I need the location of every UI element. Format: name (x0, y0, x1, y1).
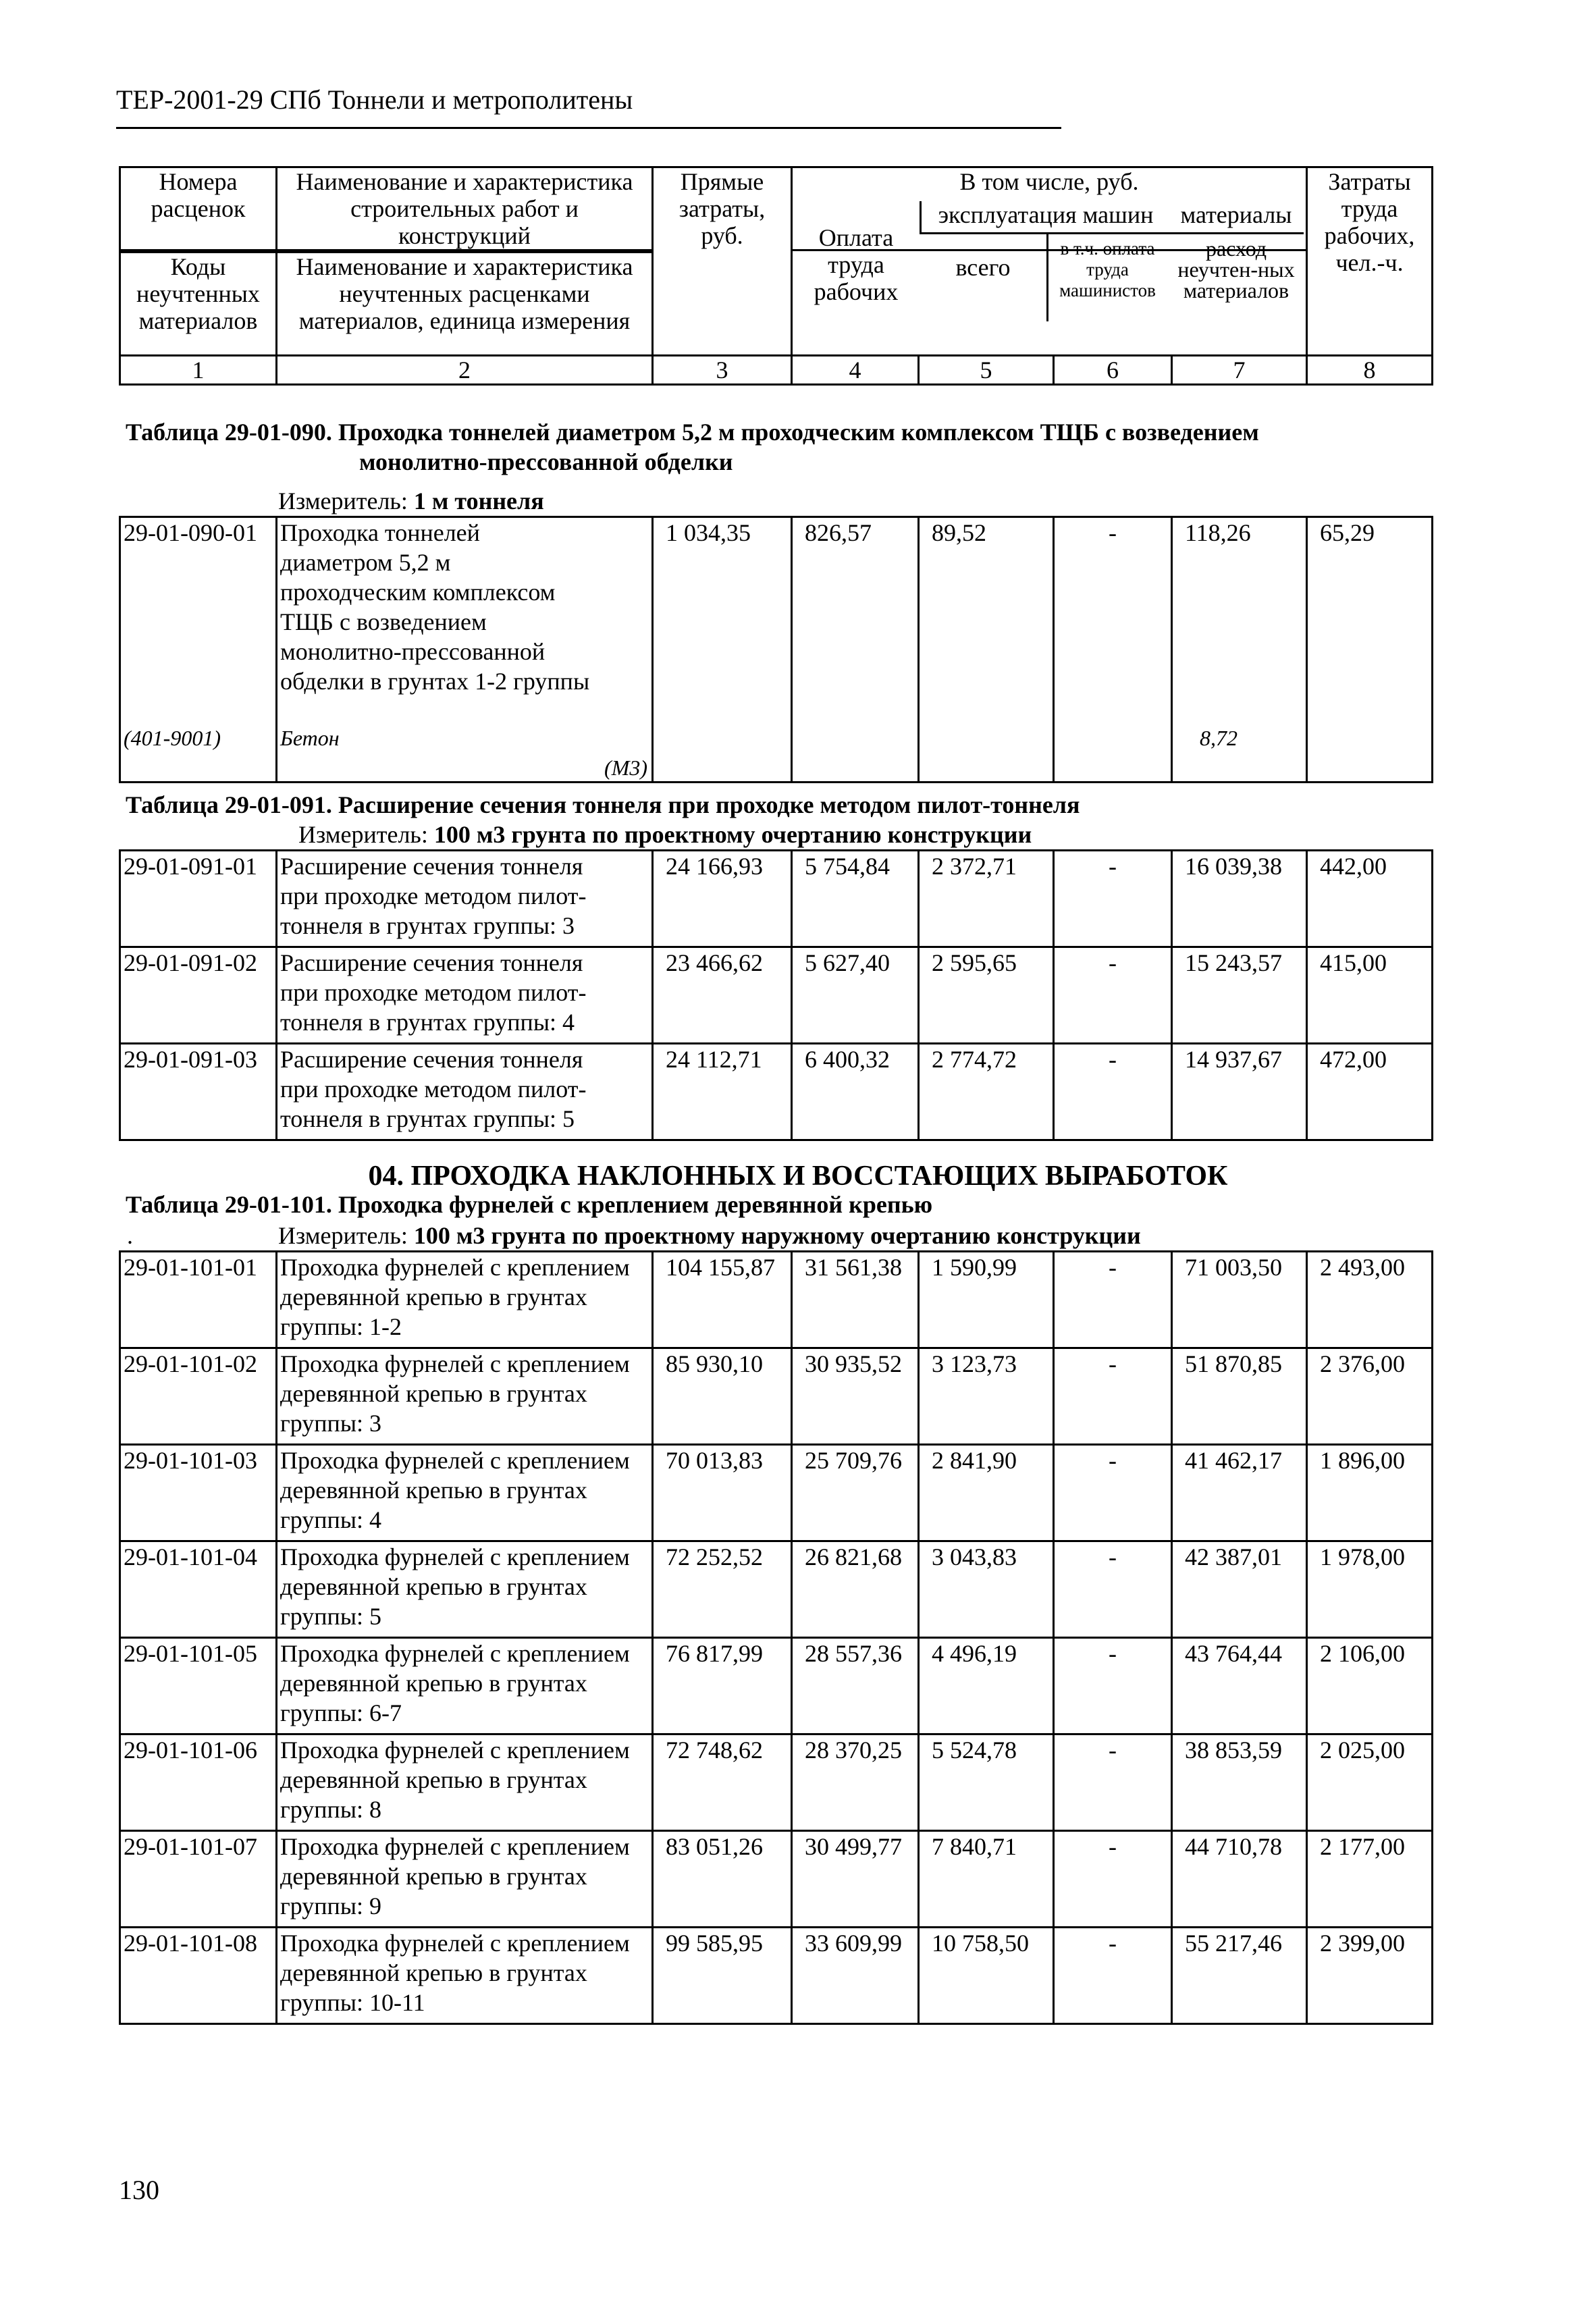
page-number: 130 (119, 2175, 159, 2205)
header-col2-bottom: Наименование и характеристика неучтенных расценками материалов, единица измерения (277, 253, 653, 356)
material-cost: 14 937,67 (1172, 1044, 1307, 1140)
material-cost: 15 243,57 (1172, 947, 1307, 1044)
rate-code: 29-01-101-02 (120, 1348, 277, 1445)
header-col6: в т.ч. оплата труда машинистов (1046, 234, 1167, 321)
table-row (120, 1831, 1433, 1928)
direct-cost: 1 034,35 (653, 517, 792, 783)
work-name (277, 1831, 653, 1928)
machine-cost: 3 043,83 (919, 1541, 1054, 1638)
section-heading: 04. ПРОХОДКА НАКЛОННЫХ И ВОССТАЮЩИХ ВЫРАБОТОК (368, 1161, 1228, 1192)
material-cost: 71 003,50 (1172, 1252, 1307, 1348)
labor-cost: 28 370,25 (792, 1734, 919, 1831)
work-name-text: Проходка фурнелей с креплением деревянной крепью в грунтах группы: 4 (280, 1447, 630, 1533)
table-090 (119, 516, 1433, 783)
header-num-4: 4 (792, 356, 919, 385)
table-101-measure (278, 1221, 1141, 1250)
header-machines: эксплуатация машин (920, 201, 1172, 234)
rate-code-cell (120, 517, 277, 783)
labor-hours: 442,00 (1307, 851, 1433, 947)
machine-cost: 2 595,65 (919, 947, 1054, 1044)
table-row (120, 517, 1433, 783)
direct-cost: 76 817,99 (653, 1638, 792, 1734)
work-name (277, 1445, 653, 1541)
labor-hours: 2 025,00 (1307, 1734, 1433, 1831)
table-101 (119, 1250, 1433, 2025)
measure-label: Измеритель: (298, 821, 434, 848)
material-cost: 43 764,44 (1172, 1638, 1307, 1734)
material-cost: 55 217,46 (1172, 1928, 1307, 2024)
material-cost: 41 462,17 (1172, 1445, 1307, 1541)
labor-cost: 30 499,77 (792, 1831, 919, 1928)
work-name-text: Проходка фурнелей с креплением деревянной крепью в грунтах группы: 3 (280, 1350, 630, 1437)
header-num-8: 8 (1307, 356, 1433, 385)
labor-hours: 415,00 (1307, 947, 1433, 1044)
table-row (120, 1445, 1433, 1541)
work-name (277, 1044, 653, 1140)
direct-cost: 72 748,62 (653, 1734, 792, 1831)
table-090-title (126, 417, 1259, 477)
rate-code: 29-01-091-03 (120, 1044, 277, 1140)
rate-code: 29-01-101-05 (120, 1638, 277, 1734)
table-row (120, 1348, 1433, 1445)
direct-cost: 72 252,52 (653, 1541, 792, 1638)
labor-hours: 65,29 (1307, 517, 1433, 783)
machine-cost: 10 758,50 (919, 1928, 1054, 2024)
work-name-text: Проходка фурнелей с креплением деревянной крепью в грунтах группы: 1-2 (280, 1254, 630, 1340)
material-cost: 44 710,78 (1172, 1831, 1307, 1928)
work-name (277, 1541, 653, 1638)
header-col2-top: Наименование и характеристика строительных работ и конструкций (277, 167, 653, 250)
material-cost: 16 039,38 (1172, 851, 1307, 947)
operator-cost: - (1054, 1252, 1172, 1348)
rate-code: 29-01-101-03 (120, 1445, 277, 1541)
work-name (277, 1638, 653, 1734)
rate-code: 29-01-101-01 (120, 1252, 277, 1348)
rate-code: 29-01-101-06 (120, 1734, 277, 1831)
labor-hours: 2 399,00 (1307, 1928, 1433, 2024)
table-row (120, 1928, 1433, 2024)
labor-cost: 25 709,76 (792, 1445, 919, 1541)
labor-cost: 6 400,32 (792, 1044, 919, 1140)
labor-hours: 2 177,00 (1307, 1831, 1433, 1928)
material-name: Бетон (280, 726, 340, 750)
labor-hours: 1 896,00 (1307, 1445, 1433, 1541)
labor-cost: 826,57 (792, 517, 919, 783)
header-num-7: 7 (1172, 356, 1307, 385)
machine-cost: 1 590,99 (919, 1252, 1054, 1348)
work-name (277, 1928, 653, 2024)
table-091-measure (298, 820, 1032, 849)
table-row (120, 1734, 1433, 1831)
work-name (277, 851, 653, 947)
measure-label: Измеритель: (278, 487, 414, 514)
operator-cost: - (1054, 1445, 1172, 1541)
work-name (277, 1348, 653, 1445)
direct-cost: 83 051,26 (653, 1831, 792, 1928)
direct-cost: 24 166,93 (653, 851, 792, 947)
machine-cost: 4 496,19 (919, 1638, 1054, 1734)
work-name (277, 947, 653, 1044)
header-col8: Затраты труда рабочих, чел.-ч. (1307, 167, 1433, 356)
labor-hours: 2 376,00 (1307, 1348, 1433, 1445)
material-cost-cell (1172, 517, 1307, 783)
labor-hours: 2 493,00 (1307, 1252, 1433, 1348)
labor-hours: 472,00 (1307, 1044, 1433, 1140)
rate-code: 29-01-101-07 (120, 1831, 277, 1928)
rate-code: 29-01-101-08 (120, 1928, 277, 2024)
table-row (120, 851, 1433, 947)
table-row (120, 1638, 1433, 1734)
direct-cost: 85 930,10 (653, 1348, 792, 1445)
header-num-5: 5 (919, 356, 1054, 385)
header-rule (116, 127, 1061, 129)
header-col7: расход неучтен-ных материалов (1177, 236, 1295, 302)
operator-cost: - (1054, 947, 1172, 1044)
measure-label: Измеритель: (278, 1222, 414, 1249)
labor-hours: 2 106,00 (1307, 1638, 1433, 1734)
operator-cost: - (1054, 1928, 1172, 2024)
rate-code: 29-01-090-01 (124, 519, 257, 546)
machine-cost: 5 524,78 (919, 1734, 1054, 1831)
rate-code: 29-01-101-04 (120, 1541, 277, 1638)
material-cost: 118,26 (1185, 519, 1251, 546)
stray-dot: . (127, 1222, 133, 1249)
table-091-title: Таблица 29-01-091. Расширение сечения тоннеля при проходке методом пилот-тоннеля (126, 791, 1080, 818)
operator-cost: - (1054, 517, 1172, 783)
labor-cost: 26 821,68 (792, 1541, 919, 1638)
header-col1-top: Номера расценок (120, 167, 277, 250)
header-num-1: 1 (120, 356, 277, 385)
table-row (120, 947, 1433, 1044)
column-header-table (119, 166, 1433, 386)
header-group: В том числе, руб. (792, 167, 1307, 250)
header-number-row (120, 356, 1433, 385)
work-name-text: Проходка фурнелей с креплением деревянной крепью в грунтах группы: 10-11 (280, 1930, 630, 2016)
operator-cost: - (1054, 851, 1172, 947)
labor-cost: 5 627,40 (792, 947, 919, 1044)
labor-hours: 1 978,00 (1307, 1541, 1433, 1638)
work-name-text: Расширение сечения тоннеля при проходке методом пилот-тоннеля в грунтах группы: 5 (280, 1046, 587, 1132)
table-row (120, 1044, 1433, 1140)
table-090-title-line1: Таблица 29-01-090. Проходка тоннелей диаметром 5,2 м проходческим комплексом ТЩБ с возведением (126, 419, 1259, 446)
labor-cost: 33 609,99 (792, 1928, 919, 2024)
material-cost: 42 387,01 (1172, 1541, 1307, 1638)
measure-value: 1 м тоннеля (413, 487, 544, 514)
machine-cost: 3 123,73 (919, 1348, 1054, 1445)
machine-cost: 2 372,71 (919, 851, 1054, 947)
machine-cost: 7 840,71 (919, 1831, 1054, 1928)
machine-cost: 2 774,72 (919, 1044, 1054, 1140)
work-name-text: Проходка фурнелей с креплением деревянной крепью в грунтах группы: 5 (280, 1543, 630, 1630)
operator-cost: - (1054, 1044, 1172, 1140)
material-cost: 38 853,59 (1172, 1734, 1307, 1831)
table-091 (119, 849, 1433, 1141)
labor-cost: 31 561,38 (792, 1252, 919, 1348)
operator-cost: - (1054, 1831, 1172, 1928)
header-col3: Прямые затраты, руб. (653, 167, 792, 356)
direct-cost: 70 013,83 (653, 1445, 792, 1541)
header-col4: Оплата труда рабочих (814, 224, 899, 305)
header-col1-bottom: Коды неучтенных материалов (120, 253, 277, 356)
direct-cost: 23 466,62 (653, 947, 792, 1044)
measure-value: 100 м3 грунта по проектному очертанию конструкции (433, 821, 1032, 848)
machine-cost: 2 841,90 (919, 1445, 1054, 1541)
table-row (120, 1252, 1433, 1348)
header-materials: материалы (1169, 201, 1304, 234)
work-name (277, 1252, 653, 1348)
machine-cost: 89,52 (919, 517, 1054, 783)
operator-cost: - (1054, 1541, 1172, 1638)
work-name-text: Расширение сечения тоннеля при проходке методом пилот-тоннеля в грунтах группы: 3 (280, 853, 587, 939)
labor-cost: 28 557,36 (792, 1638, 919, 1734)
work-name (277, 1734, 653, 1831)
operator-cost: - (1054, 1734, 1172, 1831)
rate-code: 29-01-091-01 (120, 851, 277, 947)
table-090-title-line2: монолитно-прессованной обделки (359, 448, 733, 475)
work-name-text: Проходка фурнелей с креплением деревянной крепью в грунтах группы: 8 (280, 1737, 630, 1823)
material-amount: 8,72 (1200, 726, 1238, 750)
rate-code: 29-01-091-02 (120, 947, 277, 1044)
work-name-cell (277, 517, 653, 783)
operator-cost: - (1054, 1348, 1172, 1445)
header-col5: всего (955, 254, 1011, 281)
header-num-2: 2 (277, 356, 653, 385)
material-cost: 51 870,85 (1172, 1348, 1307, 1445)
material-code: (401-9001) (124, 726, 221, 750)
running-head: ТЕР-2001-29 СПб Тоннели и метрополитены (116, 84, 633, 115)
material-unit: (М3) (604, 756, 647, 780)
operator-cost: - (1054, 1638, 1172, 1734)
direct-cost: 24 112,71 (653, 1044, 792, 1140)
table-row (120, 1541, 1433, 1638)
table-090-measure (278, 486, 544, 516)
direct-cost: 99 585,95 (653, 1928, 792, 2024)
measure-value: 100 м3 грунта по проектному наружному очертанию конструкции (413, 1222, 1141, 1249)
labor-cost: 5 754,84 (792, 851, 919, 947)
labor-cost: 30 935,52 (792, 1348, 919, 1445)
work-name-text: Проходка фурнелей с креплением деревянной крепью в грунтах группы: 6-7 (280, 1640, 630, 1726)
direct-cost: 104 155,87 (653, 1252, 792, 1348)
work-name-text: Проходка фурнелей с креплением деревянной крепью в грунтах группы: 9 (280, 1833, 630, 1919)
header-num-3: 3 (653, 356, 792, 385)
header-num-6: 6 (1054, 356, 1172, 385)
work-name: Проходка тоннелей диаметром 5,2 м проходческим комплексом ТЩБ с возведением монолитно-прессованной обделки в грунтах 1-2 группы (280, 519, 590, 695)
table-101-title: Таблица 29-01-101. Проходка фурнелей с креплением деревянной крепью (126, 1191, 933, 1218)
work-name-text: Расширение сечения тоннеля при проходке методом пилот-тоннеля в грунтах группы: 4 (280, 949, 587, 1036)
